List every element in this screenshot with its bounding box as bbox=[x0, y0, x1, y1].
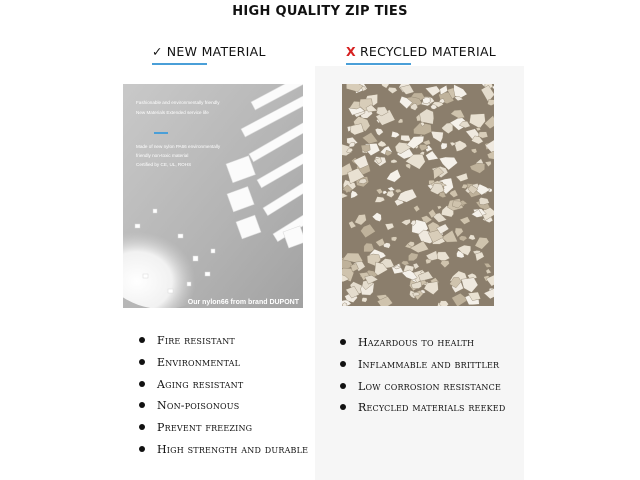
list-item: Aging resistant bbox=[139, 374, 308, 396]
photo-caption-5: Certified by CE, UL, ROHS bbox=[136, 162, 192, 167]
bullet-icon bbox=[139, 359, 145, 365]
bullet-icon bbox=[139, 402, 145, 408]
bullet-icon bbox=[340, 404, 346, 410]
list-item: Hazardous to health bbox=[340, 332, 505, 354]
page-title: HIGH QUALITY ZIP TIES bbox=[232, 4, 408, 19]
bullet-icon bbox=[340, 361, 346, 367]
list-item: High strength and durable bbox=[139, 439, 308, 461]
recycled-material-heading bbox=[346, 44, 496, 59]
list-item: Prevent freezing bbox=[139, 417, 308, 439]
new-material-heading bbox=[152, 44, 266, 59]
bullet-icon bbox=[139, 381, 145, 387]
list-item: Fire resistant bbox=[139, 330, 308, 352]
bullet-icon bbox=[340, 383, 346, 389]
recycled-material-underline bbox=[346, 63, 411, 65]
photo-caption-2: New Materials Extended service life bbox=[136, 110, 209, 115]
recycled-material-features bbox=[340, 332, 505, 419]
bullet-icon bbox=[340, 339, 346, 345]
new-material-features bbox=[139, 330, 308, 461]
new-material-underline bbox=[152, 63, 207, 65]
bullet-icon bbox=[139, 446, 145, 452]
check-icon: ✓ bbox=[152, 44, 163, 59]
photo-caption-1: Fashionable and environmentally friendly bbox=[136, 100, 220, 105]
list-item: Recycled materials reeked bbox=[340, 397, 505, 419]
x-mark-icon: X bbox=[346, 44, 356, 59]
photo-caption-4: friendly non-toxic material bbox=[136, 153, 189, 158]
list-item: Environmental bbox=[139, 352, 308, 374]
new-material-label: NEW MATERIAL bbox=[166, 44, 266, 59]
photo-caption-3: Made of new nylon PA66 environmentally bbox=[136, 144, 221, 149]
recycled-material-label: RECYCLED MATERIAL bbox=[359, 44, 497, 59]
granule-shape bbox=[487, 99, 494, 105]
list-item: Non-poisonous bbox=[139, 395, 308, 417]
photo-brand-caption: Our nylon66 from brand DUPONT bbox=[187, 299, 299, 306]
recycled-material-photo bbox=[342, 84, 494, 306]
new-nylon-photo bbox=[123, 84, 303, 308]
bullet-icon bbox=[139, 424, 145, 430]
list-item: Low corrosion resistance bbox=[340, 376, 505, 398]
bullet-icon bbox=[139, 337, 145, 343]
list-item: Inflammable and brittler bbox=[340, 354, 505, 376]
